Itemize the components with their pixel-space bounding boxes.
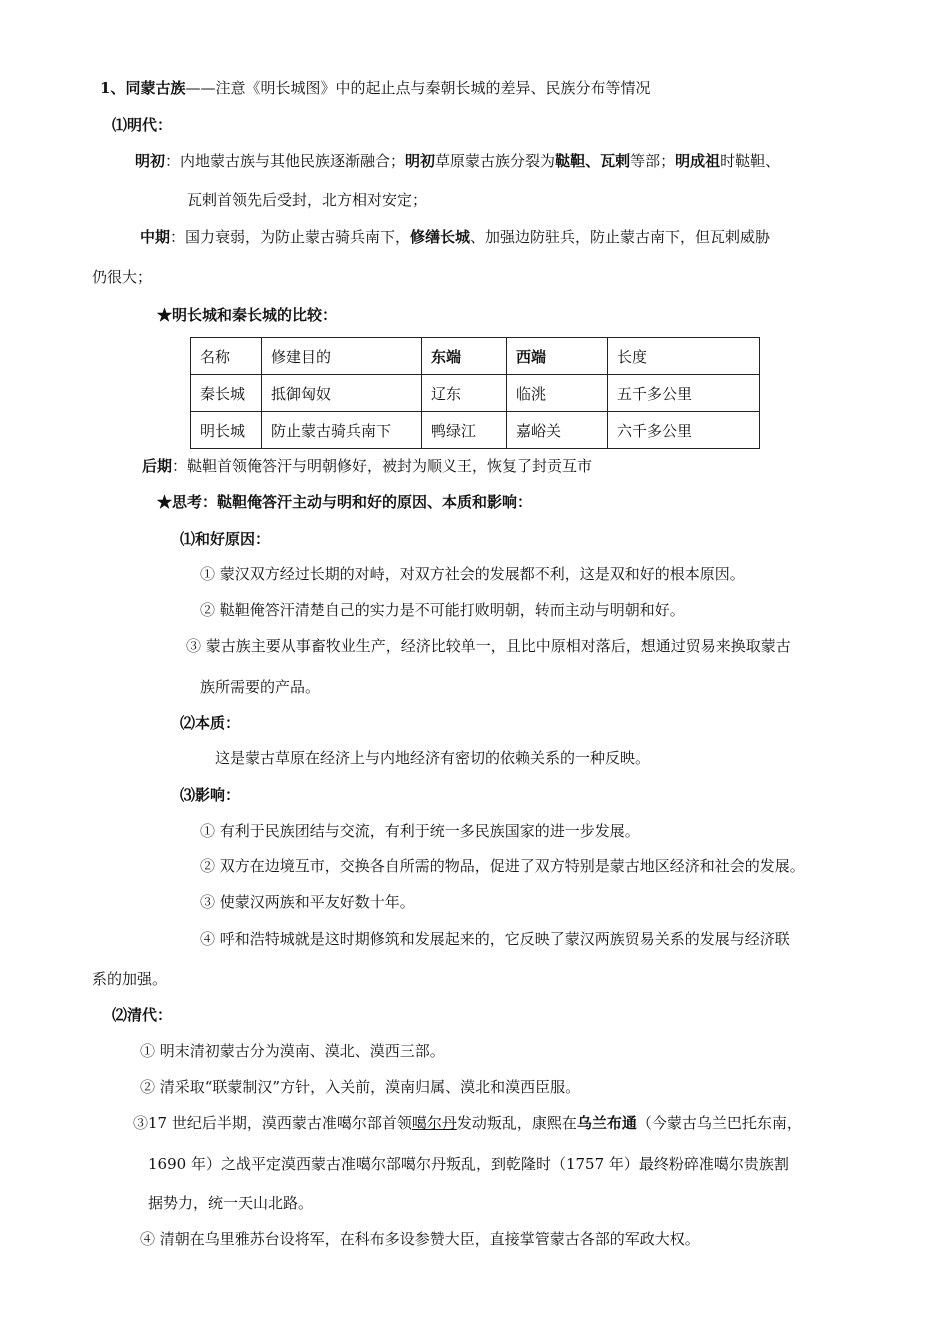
- table-header-cell: 东端: [422, 338, 507, 375]
- table-header-cell: 长度: [608, 338, 760, 375]
- ming-middle-line1: 中期：国力衰弱，为防止蒙古骑兵南下，修缮长城、加强边防驻兵，防止蒙古南下，但瓦剌威胁: [140, 228, 771, 246]
- reason-item-cont: 族所需要的产品。: [200, 678, 321, 696]
- galdan-underlined: 噶尔丹: [411, 1114, 457, 1132]
- impact-item: ④ 呼和浩特城就是这时期修筑和发展起来的，它反映了蒙汉两族贸易关系的发展与经济联: [200, 930, 790, 948]
- qing-point-3-line2: 1690 年）之战平定漠西蒙古准噶尔部噶尔丹叛乱，到乾隆时（1757 年）最终粉碎准噶尔贵族割: [148, 1155, 789, 1173]
- heading-title: 同蒙古族: [125, 79, 186, 97]
- reason-item: ② 鞑靼俺答汗清楚自己的实力是不可能打败明朝，转而主动与明朝和好。: [200, 601, 685, 619]
- comparison-table: [190, 337, 760, 449]
- table-cell: 鸭绿江: [422, 412, 507, 449]
- table-cell: 秦长城: [191, 375, 262, 412]
- section-heading: [100, 78, 650, 98]
- qing-point-3-line3: 据势力，统一天山北路。: [148, 1194, 314, 1212]
- table-row: [191, 375, 760, 412]
- impact-label: ⑶影响：: [180, 786, 241, 804]
- table-header-row: [191, 338, 760, 375]
- reason-item: ① 蒙汉双方经过长期的对峙，对双方社会的发展都不利，这是双和好的根本原因。: [200, 565, 745, 583]
- table-header-cell: 西端: [507, 338, 608, 375]
- compare-title: ★明长城和秦长城的比较：: [157, 306, 338, 324]
- table-cell: 五千多公里: [608, 375, 760, 412]
- ming-label: ⑴明代：: [112, 116, 173, 134]
- qing-label: ⑵清代：: [112, 1006, 173, 1024]
- table-cell: 防止蒙古骑兵南下: [262, 412, 422, 449]
- impact-item: ① 有利于民族团结与交流，有利于统一多民族国家的进一步发展。: [200, 822, 640, 840]
- ming-early-label: 明初: [135, 152, 166, 170]
- table-cell: 嘉峪关: [507, 412, 608, 449]
- essence-label: ⑵本质：: [180, 714, 241, 732]
- qing-point-3: ③17 世纪后半期，漠西蒙古准噶尔部首领噶尔丹发动叛乱，康熙在乌兰布通（今蒙古乌兰巴托东南，: [133, 1114, 802, 1132]
- qing-point: ① 明末清初蒙古分为漠南、漠北、漠西三部。: [140, 1042, 445, 1060]
- think-title: ★思考：鞑靼俺答汗主动与明和好的原因、本质和影响：: [157, 493, 533, 511]
- ming-middle-line2: 仍很大；: [92, 268, 153, 286]
- ulanbutong-bold: 乌兰布通: [576, 1114, 637, 1132]
- impact-item: ② 双方在边境互市，交换各自所需的物品，促进了双方特别是蒙古地区经济和社会的发展。: [200, 857, 805, 875]
- ming-middle-label: 中期: [140, 228, 171, 246]
- table-cell: 辽东: [422, 375, 507, 412]
- table-header-cell: 名称: [191, 338, 262, 375]
- table-cell: 临洮: [507, 375, 608, 412]
- table-cell: 抵御匈奴: [262, 375, 422, 412]
- reasons-label: ⑴和好原因：: [180, 530, 271, 548]
- ming-early-line2: 瓦剌首领先后受封，北方相对安定；: [187, 191, 428, 209]
- table-header-cell: 修建目的: [262, 338, 422, 375]
- ming-late-label: 后期: [142, 457, 173, 475]
- heading-number: 1、: [100, 79, 126, 97]
- table-row: [191, 412, 760, 449]
- heading-note: ——注意《明长城图》中的起止点与秦朝长城的差异、民族分布等情况: [185, 79, 651, 97]
- qing-point: ④ 清朝在乌里雅苏台设将军，在科布多设参赞大臣，直接掌管蒙古各部的军政大权。: [140, 1230, 700, 1248]
- ming-late: 后期：鞑靼首领俺答汗与明朝修好，被封为顺义王，恢复了封贡互市: [142, 457, 593, 475]
- impact-item: ③ 使蒙汉两族和平友好数十年。: [200, 893, 415, 911]
- qing-point: ② 清采取“联蒙制汉”方针，入关前，漠南归属、漠北和漠西臣服。: [140, 1078, 581, 1096]
- impact-item-cont: 系的加强。: [92, 970, 168, 988]
- ming-early-line1: 明初：内地蒙古族与其他民族逐渐融合；明初草原蒙古族分裂为鞑靼、瓦剌等部；明成祖时鞑靼、: [135, 152, 781, 170]
- essence-text: 这是蒙古草原在经济上与内地经济有密切的依赖关系的一种反映。: [215, 749, 651, 767]
- table-cell: 六千多公里: [608, 412, 760, 449]
- table-cell: 明长城: [191, 412, 262, 449]
- reason-item: ③ 蒙古族主要从事畜牧业生产，经济比较单一，且比中原相对落后，想通过贸易来换取蒙古: [186, 637, 791, 655]
